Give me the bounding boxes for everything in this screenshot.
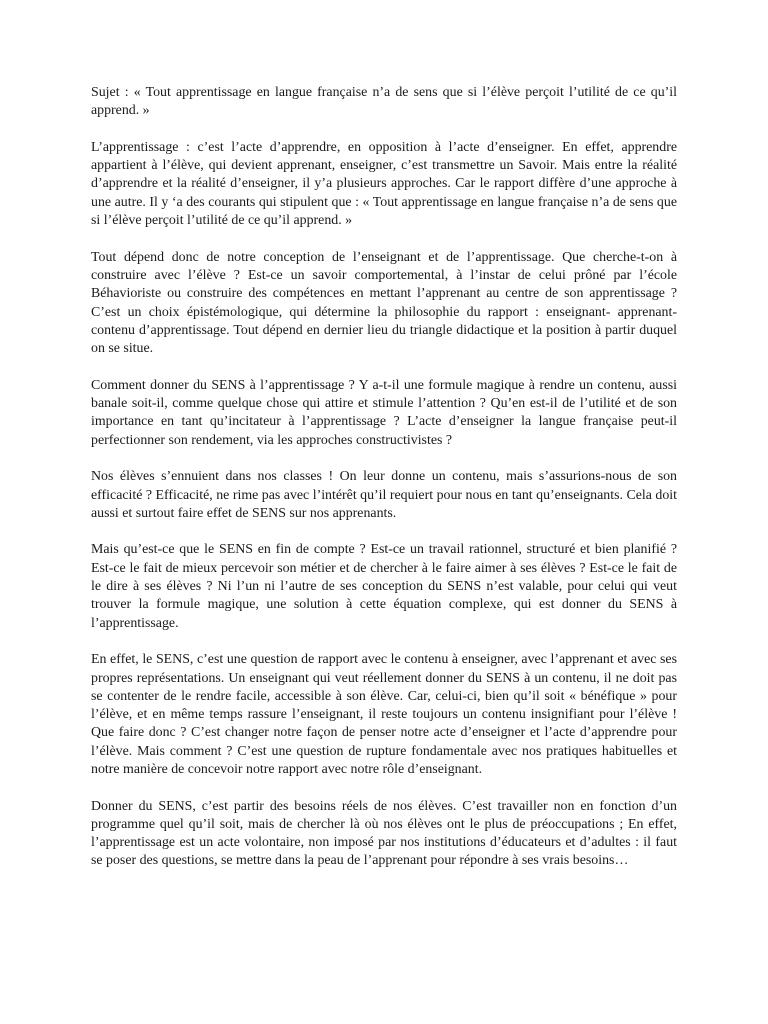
body-paragraph: En effet, le SENS, c’est une question de rapport avec le contenu à enseigner, avec l’apprenant et avec ses propres représentations. Un enseignant qui veut réellement donner du SENS à un contenu, il ne doit pas se contenter de le rendre facile, accessible à son élève. Car, celui-ci, bien qu’il soit « bénéfique » pour l’élève, et en même temps rassure l’enseignant, il reste toujours un contenu insignifiant pour l’élève ! Que faire donc ? C’est changer notre façon de penser notre acte d’enseigner et l’acte d’apprendre pour l’élève. Mais comment ? C’est une question de rupture fondamentale avec nos pratiques habituelles et notre manière de concevoir notre rapport avec notre rôle d’enseignant. xyxy=(91,652,677,777)
body-paragraph: Mais qu’est-ce que le SENS en fin de compte ? Est-ce un travail rationnel, structuré et bien planifié ? Est-ce le fait de mieux percevoir son métier et de chercher à le faire aimer à ses élèves ? Est-ce le fait de le dire à ses élèves ? Ni l’un ni l’autre de ses conception du SENS n’est valable, pour celui qui veut trouver la formule magique, une solution à cette équation complexe, qui est donner du SENS à l’apprentissage. xyxy=(91,542,677,631)
subject-paragraph: Sujet : « Tout apprentissage en langue française n’a de sens que si l’élève perçoit l’utilité de ce qu’il apprend. » xyxy=(91,85,677,119)
body-paragraph: Comment donner du SENS à l’apprentissage ? Y a-t-il une formule magique à rendre un contenu, aussi banale soit-il, comme quelque chose qui attire et stimule l’attention ? Qu’en est-il de l’utilité et de son importance en tant qu’incitateur à l’apprentissage ? L’acte d’enseigner la langue française peut-il perfectionner son rendement, via les approches constructivistes ? xyxy=(91,377,677,448)
body-paragraph: Nos élèves s’ennuient dans nos classes ! On leur donne un contenu, mais s’assurions-nous de son efficacité ? Efficacité, ne rime pas avec l’intérêt qu’il requiert pour nous en tant qu’enseignants. Cela doit aussi et surtout faire effet de SENS sur nos apprenants. xyxy=(91,469,677,521)
body-paragraph: Tout dépend donc de notre conception de l’enseignant et de l’apprentissage. Que cherche-t-on à construire avec l’élève ? Est-ce un savoir comportemental, à l’instar de celui prôné par l’école Béhavioriste ou construire des compétences en mettant l’apprenant au centre de son apprentissage ? C’est un choix épistémologique, qui détermine la philosophie du rapport : enseignant- apprenant- contenu d’apprentissage. Tout dépend en dernier lieu du triangle didactique et la position à partir duquel on se situe. xyxy=(91,249,677,357)
document-page xyxy=(91,84,677,889)
body-paragraph: Donner du SENS, c’est partir des besoins réels de nos élèves. C’est travailler non en fonction d’un programme quel qu’il soit, mais de chercher là où nos élèves ont le plus de préoccupations ; En effet, l’apprentissage est un acte volontaire, non imposé par nos institutions d’éducateurs et d’adultes : il faut se poser des questions, se mettre dans la peau de l’apprenant pour répondre à ses vrais besoins… xyxy=(91,798,677,869)
body-paragraph: L’apprentissage : c’est l’acte d’apprendre, en opposition à l’acte d’enseigner. En effet, apprendre appartient à l’élève, qui devient apprenant, enseigner, c’est transmettre un Savoir. Mais entre la réalité d’apprendre et la réalité d’enseigner, il y’a plusieurs approches. Car le rapport diffère d’une approche à une autre. Il y ‘a des courants qui stipulent que : « Tout apprentissage en langue française n’a de sens que si l’élève perçoit l’utilité de ce qu’il apprend. » xyxy=(91,139,677,229)
